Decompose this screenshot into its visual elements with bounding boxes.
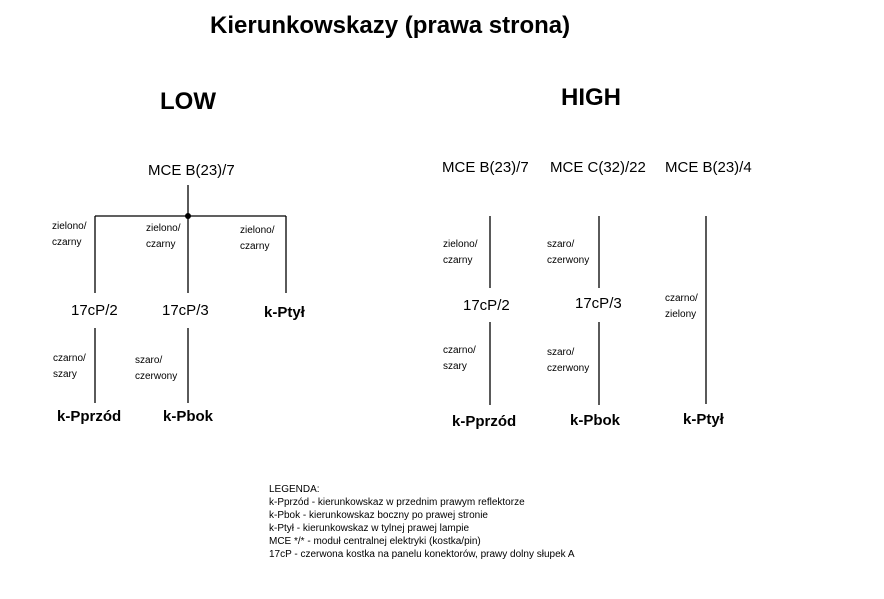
legend-heading: LEGENDA: <box>269 484 320 495</box>
legend-item-k-pbok: k-Pbok - kierunkowskaz boczny po prawej stronie <box>269 510 488 521</box>
high-wire-label-1: zielono/ czarny <box>443 239 478 266</box>
high-source-mce-2: MCE C(32)/22 <box>550 159 646 176</box>
high-heading: HIGH <box>561 84 621 111</box>
low-node-17cp2: 17cP/2 <box>71 302 118 319</box>
diagram-title: Kierunkowskazy (prawa strona) <box>210 12 571 39</box>
legend-item-17cp: 17cP - czerwona kostka na panelu konektorów, prawy dolny słupek A <box>269 549 575 560</box>
high-target-k-pbok: k-Pbok <box>570 412 621 429</box>
low-target-k-pprzod: k-Pprzód <box>57 408 122 425</box>
high-node-17cp2: 17cP/2 <box>463 297 510 314</box>
high-node-17cp3: 17cP/3 <box>575 295 622 312</box>
high-source-mce-3: MCE B(23)/4 <box>665 159 752 176</box>
legend-item-mce: MCE */* - moduł centralnej elektryki (kostka/pin) <box>269 536 481 547</box>
high-target-k-ptyl: k-Ptył <box>683 411 724 428</box>
low-wire-label-1: zielono/ czarny <box>52 221 87 248</box>
high-source-mce-1: MCE B(23)/7 <box>442 159 529 176</box>
high-target-k-pprzod: k-Pprzód <box>452 413 517 430</box>
high-wire-label-5: czarno/ zielony <box>665 293 698 320</box>
low-wire-label-2: zielono/ czarny <box>146 223 181 250</box>
low-target-k-ptyl: k-Ptył <box>264 304 305 321</box>
legend-item-k-pprzod: k-Pprzód - kierunkowskaz w przednim prawym reflektorze <box>269 497 525 508</box>
low-node-17cp3: 17cP/3 <box>162 302 209 319</box>
low-heading: LOW <box>160 88 216 115</box>
legend-item-k-ptyl: k-Ptył - kierunkowskaz w tylnej prawej lampie <box>269 523 470 534</box>
low-source-mce: MCE B(23)/7 <box>148 162 235 179</box>
high-wire-label-3: czarno/ szary <box>443 345 476 372</box>
low-wire-label-3: zielono/ czarny <box>240 225 275 252</box>
high-wire-label-2: szaro/ czerwony <box>547 239 590 266</box>
low-wire-label-4: czarno/ szary <box>53 353 86 380</box>
high-wire-label-4: szaro/ czerwony <box>547 347 590 374</box>
low-target-k-pbok: k-Pbok <box>163 408 214 425</box>
low-wire-label-5: szaro/ czerwony <box>135 355 178 382</box>
